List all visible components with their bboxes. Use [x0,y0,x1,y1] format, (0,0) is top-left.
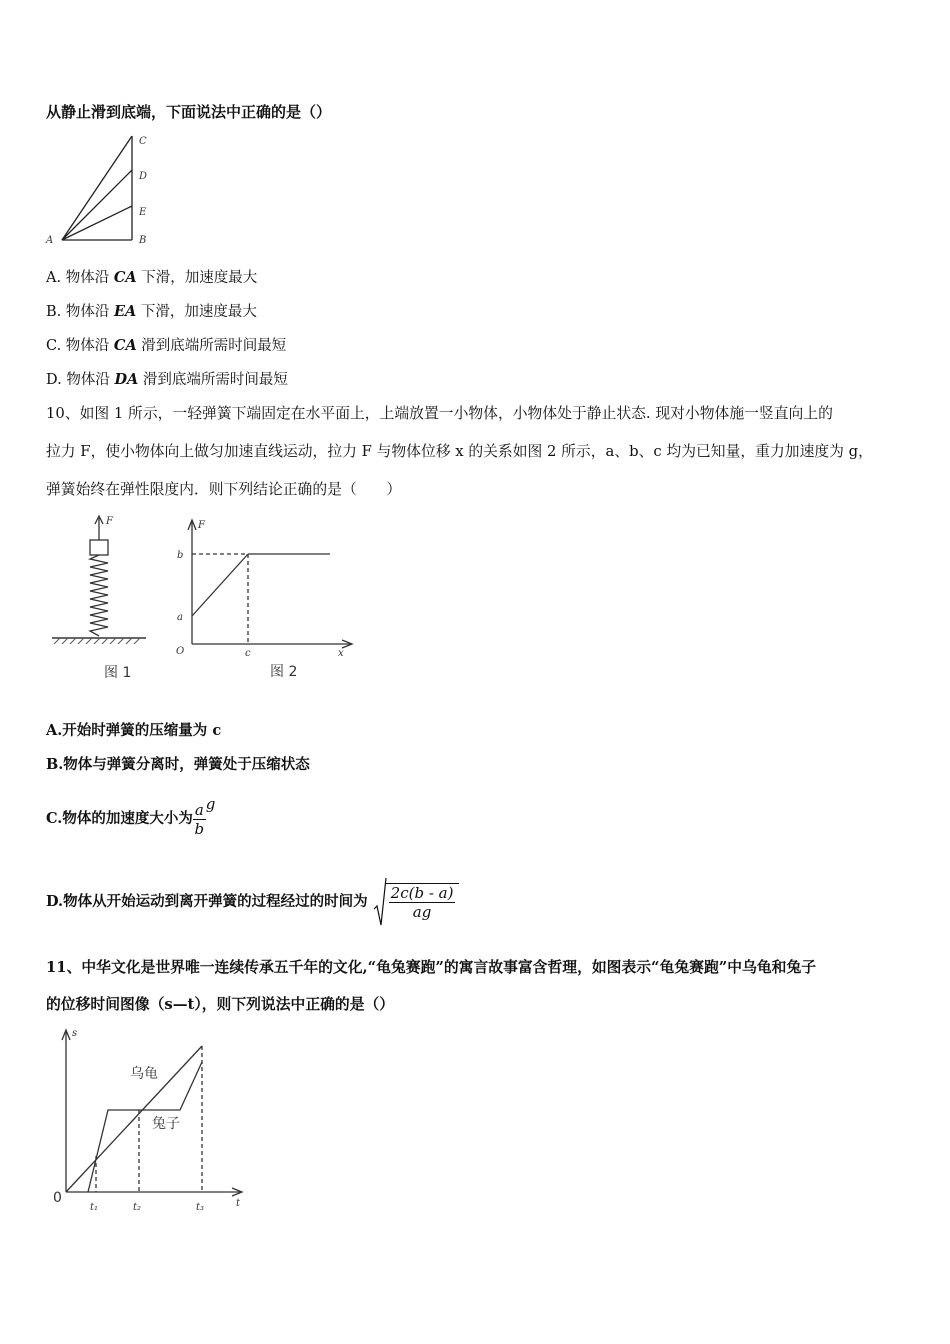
incline-ad [62,170,132,240]
t-label: t [236,1198,241,1209]
s-label: s [72,1028,78,1039]
q10-option-c: C.物体的加速度大小为 $\frac{a}{b}$ g [46,795,216,838]
q10-figure2-graph [170,512,360,684]
q10-option-d: D.物体从开始运动到离开弹簧的过程经过的时间为 $\frac{2c(b - a)}{ag}$ [46,876,459,928]
q11-stem-line1: 11、中华文化是世界唯一连续传承五千年的文化,“龟兔赛跑”的寓言故事富含哲理，如图表示“龟兔赛跑”中乌龟和兔子 [46,959,817,976]
label-b: B [139,235,147,246]
t2-label: t₂ [133,1202,142,1213]
q9-option-c: C. 物体沿 CA 滑到底端所需时间最短 [46,337,287,354]
origin-label: 0 [53,1190,62,1206]
label-d: D [139,171,148,182]
fig2-b-label: b [177,550,184,561]
q10-option-b: B.物体与弹簧分离时，弹簧处于压缩状态 [46,756,310,773]
fig1-caption: 图 1 [104,665,132,681]
q9-option-a: A. 物体沿 CA 下滑，加速度最大 [46,269,258,286]
spring-coil [90,555,108,636]
fraction-sqrt-content: $\frac{2c(b - a)}{ag}$ [385,883,460,921]
fig2-a-label: a [177,612,183,623]
fig2-caption: 图 2 [270,664,298,680]
sqrt-sign [373,877,387,927]
label-a: A [46,235,54,246]
fig2-c-label: c [245,648,251,659]
q10-stem-line1: 10、如图 1 所示，一轻弹簧下端固定在水平面上，上端放置一小物体，小物体处于静止状态. 现对小物体施一竖直向上的 [46,405,833,422]
q10-option-a: A.开始时弹簧的压缩量为 c [46,722,222,739]
label-e: E [139,207,147,218]
block [90,540,108,555]
q9-option-b: B. 物体沿 EA 下滑，加速度最大 [46,303,257,320]
q11-s-t-graph [44,1024,254,1216]
incline-ac [62,136,132,240]
rabbit-label: 兔子 [152,1116,180,1132]
q9-option-d: D. 物体沿 DA 滑到底端所需时间最短 [46,371,288,388]
incline-ae [62,206,132,240]
t1-label: t₁ [90,1202,99,1213]
fraction-a-over-b: $\frac{a}{b}$ [194,800,205,838]
fig2-f-label: F [198,520,205,531]
t3-label: t₃ [196,1202,205,1213]
q10-stem-line2: 拉力 F，使小物体向上做匀加速直线运动，拉力 F 与物体位移 x 的关系如图 2 所示，a、b、c 均为已知量，重力加速度为 g， [46,443,873,460]
ground-hatch [54,638,140,644]
fig1-f-label: F [106,516,113,527]
f-rising-line [192,554,248,616]
label-c: C [139,136,147,147]
q9-stem-tail: 从静止滑到底端，下面说法中正确的是（） [46,103,332,121]
q10-figure1-spring [44,510,154,685]
fig2-x-label: x [338,648,344,659]
q10-stem-line3: 弹簧始终在弹性限度内．则下列结论正确的是（ ） [46,481,402,498]
q11-stem-line2: 的位移时间图像（s—t），则下列说法中正确的是（） [46,996,395,1013]
fig2-o-label: O [176,646,185,657]
q9-incline-figure [44,130,164,248]
tortoise-label: 乌龟 [130,1066,158,1082]
